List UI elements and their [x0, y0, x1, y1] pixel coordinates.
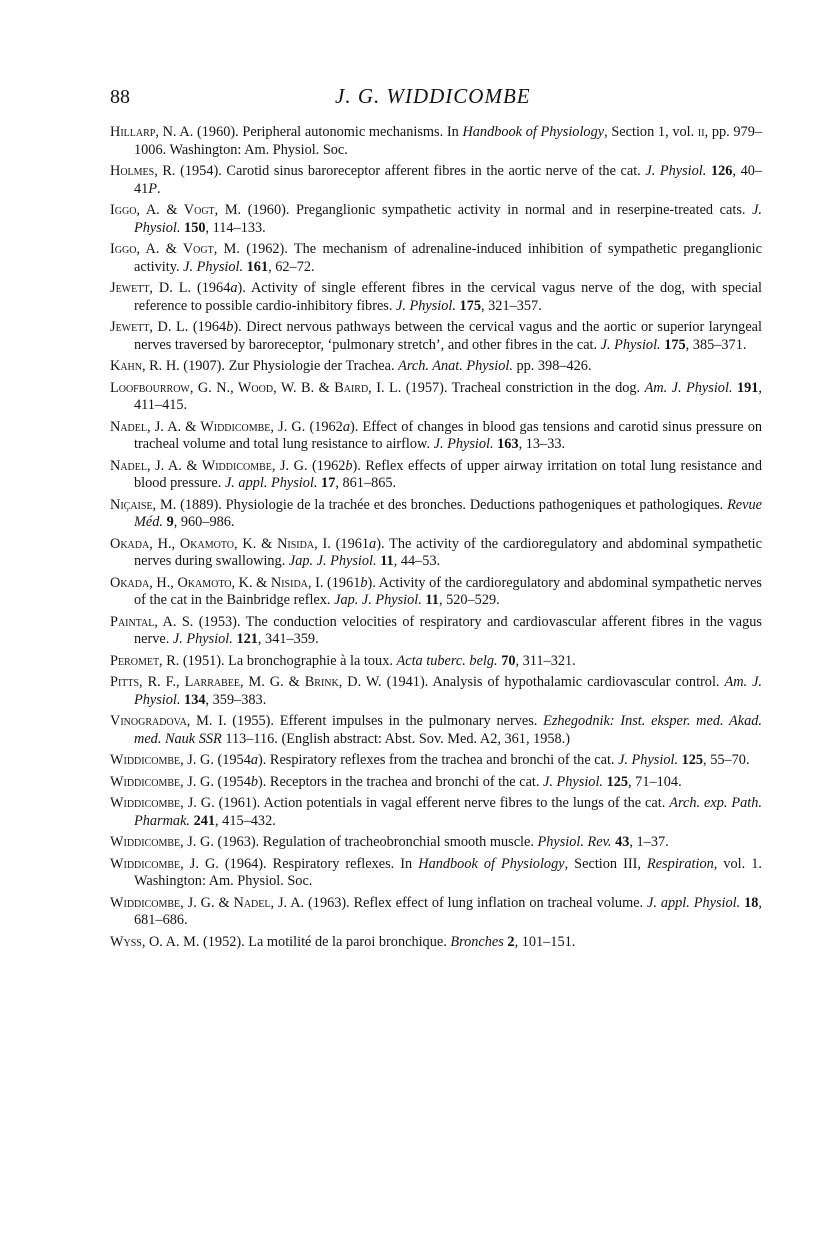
reference-authors: Widdicombe, J. G. & Nadel, J. A. [110, 894, 305, 911]
page-header [110, 86, 762, 116]
reference-entry [110, 653, 762, 671]
reference-text: ii [697, 124, 705, 140]
reference-entry [110, 202, 762, 237]
reference-authors: Nadel, J. A. & Widdicombe, J. G. [110, 418, 306, 435]
reference-text: , vol. 1. Washington: Am. Physiol. Soc. [134, 855, 762, 889]
reference-authors: Jewett, D. L. [110, 280, 192, 296]
reference-entry [110, 834, 762, 852]
reference-entry [110, 934, 762, 952]
reference-authors: Nadel, J. A. & Widdicombe, J. G. [110, 457, 308, 474]
reference-text: , 13–33. [518, 436, 566, 452]
reference-authors: Widdicombe, J. G. [110, 752, 214, 768]
reference-text: , 55–70. [703, 752, 750, 768]
reference-text: (1962 [305, 418, 343, 435]
reference-text: ). Direct nervous pathways between the cervical vagus and the aortic or superior laryngeal nerves traversed by baroreceptor, ‘pulmonary stretch’, and other fibres in the cat. [134, 319, 762, 353]
reference-text: (1954). Carotid sinus baroreceptor afferent fibres in the aortic nerve of the cat. [175, 163, 646, 179]
reference-text: (1960). Preganglionic sympathetic activity in normal and in reserpine-treated cats. [241, 202, 753, 218]
reference-authors: Widdicombe, J. G. [110, 795, 215, 811]
reference-volume: 2 [507, 933, 515, 950]
reference-text: (1963). Reflex effect of lung inflation on tracheal volume. [304, 894, 648, 911]
reference-authors: Peromet, R. [110, 652, 180, 669]
reference-text: (1963). Regulation of tracheobronchial smooth muscle. [213, 834, 538, 850]
reference-text: , 359–383. [205, 691, 267, 708]
reference-entry [110, 319, 762, 354]
reference-authors: Pitts, R. F., Larrabee, M. G. & Brink, D. W. [110, 674, 382, 690]
reference-text: (1907). Zur Physiologie der Trachea. [179, 358, 399, 374]
reference-italic: J. Physiol. [543, 773, 603, 790]
reference-italic: b [360, 574, 368, 591]
reference-italic: Physiol. Rev. [537, 834, 612, 850]
reference-text: . [157, 180, 161, 197]
reference-entry [110, 895, 762, 930]
reference-authors: Vinogradova, M. I. [110, 713, 227, 729]
reference-text: , 861–865. [335, 475, 397, 491]
reference-text: , 101–151. [514, 933, 576, 950]
reference-authors: Paintal, A. S. [110, 613, 194, 630]
reference-text: , 71–104. [628, 773, 682, 790]
reference-italic: J. Physiol. [618, 752, 679, 768]
reference-italic: Jap. J. Physiol. [288, 553, 377, 569]
reference-entry [110, 419, 762, 454]
reference-authors: Okada, H., Okamoto, K. & Nisida, I. [110, 574, 324, 591]
reference-italic: Arch. exp. Path. Pharmak. [134, 795, 762, 829]
reference-italic: J. Physiol. [600, 336, 661, 353]
reference-entry [110, 380, 762, 415]
reference-entry [110, 497, 762, 532]
reference-text: , 411–415. [134, 379, 762, 413]
reference-italic: b [250, 773, 259, 790]
reference-text: (1954 [213, 752, 251, 768]
reference-text: (1951). La bronchographie à la toux. [179, 652, 397, 669]
reference-italic: a [342, 418, 350, 435]
reference-entry [110, 575, 762, 610]
reference-authors: Widdicombe, J. G. [110, 855, 219, 872]
reference-text: (1964 [191, 280, 231, 296]
reference-text: (1957). Tracheal constriction in the dog. [401, 379, 645, 396]
reference-text: , 62–72. [268, 258, 315, 275]
reference-italic: Ezhegodnik: Inst. eksper. med. Akad. med. Nauk SSR [134, 713, 763, 747]
reference-text: , 341–359. [257, 631, 319, 647]
reference-entry [110, 280, 762, 315]
reference-text: (1954 [213, 773, 251, 790]
reference-entry [110, 241, 762, 276]
reference-text: (1960). Peripheral autonomic mechanisms. In [193, 124, 463, 140]
reference-italic: Handbook of Physiology [418, 855, 565, 872]
reference-italic: J. Physiol. [645, 163, 707, 179]
reference-italic: J. Physiol. [134, 202, 762, 236]
reference-volume: 18 [744, 894, 759, 911]
reference-text: (1941). Analysis of hypothalamic cardiovascular control. [381, 674, 725, 690]
reference-volume: 121 [236, 631, 258, 647]
reference-entry [110, 856, 762, 891]
reference-entry [110, 713, 762, 748]
reference-authors: Kahn, R. H. [110, 358, 180, 374]
reference-volume: 126 [710, 163, 733, 179]
reference-italic: Revue Méd. [134, 496, 762, 530]
reference-italic: b [345, 457, 353, 474]
reference-text: (1953). The conduction velocities of respiratory and cardiovascular afferent fibres in the vagus nerve. [134, 613, 762, 647]
reference-text: (1961). Action potentials in vagal efferent nerve fibres to the lungs of the cat. [214, 795, 670, 811]
reference-entry [110, 752, 762, 770]
reference-text: ). The activity of the cardioregulatory and abdominal sympathetic nerves during swallowing. [134, 535, 763, 569]
reference-italic: Jap. J. Physiol. [334, 592, 422, 608]
reference-volume: 17 [321, 475, 336, 491]
reference-volume: 70 [501, 652, 516, 669]
page-number: 88 [110, 86, 130, 108]
reference-text: , 321–357. [481, 297, 542, 314]
reference-text: ). Effect of changes in blood gas tensions and carotid sinus pressure on tracheal volume and total lung resistance to airflow. [134, 418, 762, 452]
reference-authors: Loofbourrow, G. N., Wood, W. B. & Baird, I. L. [110, 379, 402, 396]
reference-text: , 681–686. [134, 894, 762, 928]
reference-volume: 191 [736, 379, 759, 396]
reference-text: , 960–986. [173, 514, 235, 530]
reference-text: ). Respiratory reflexes from the trachea and bronchi of the cat. [258, 752, 619, 768]
reference-list [110, 124, 762, 955]
reference-text: ). Activity of single efferent fibres in the cervical vagus nerve of the dog, with special reference to possible cardio-inhibitory fibres. [134, 280, 762, 314]
reference-authors: Holmes, R. [110, 163, 176, 179]
reference-authors: Okada, H., Okamoto, K. & Nisida, I. [110, 535, 331, 552]
reference-volume: 241 [193, 812, 216, 829]
reference-volume: 43 [615, 834, 630, 850]
reference-volume: 175 [459, 297, 481, 314]
reference-volume: 125 [681, 752, 704, 768]
reference-authors: Widdicombe, J. G. [110, 773, 214, 790]
reference-italic: J. appl. Physiol. [224, 475, 318, 491]
reference-italic: J. Physiol. [172, 631, 233, 647]
reference-text: ). Receptors in the trachea and bronchi of the cat. [258, 773, 544, 790]
reference-text: , 40–41 [134, 163, 763, 197]
reference-volume: 161 [246, 258, 269, 275]
reference-text: (1952). La motilité de la paroi bronchique. [199, 933, 451, 950]
reference-authors: Wyss, O. A. M. [110, 933, 200, 950]
reference-italic: Acta tuberc. belg. [396, 652, 498, 669]
reference-text: , 415–432. [215, 812, 276, 829]
reference-italic: Handbook of Physiology [462, 124, 605, 140]
reference-volume: 9 [166, 514, 174, 530]
reference-italic: Am. J. Physiol. [644, 379, 733, 396]
reference-entry [110, 536, 762, 571]
reference-italic: J. Physiol. [183, 258, 244, 275]
reference-authors: Widdicombe, J. G. [110, 834, 214, 850]
reference-italic: Respiration [647, 855, 714, 872]
reference-italic: a [369, 535, 377, 552]
reference-volume: 125 [606, 773, 629, 790]
reference-italic: a [230, 280, 238, 296]
reference-italic: b [226, 319, 234, 335]
reference-text: (1889). Physiologie de la trachée et des bronches. Deductions pathogeniques et pathologiques. [176, 496, 728, 513]
reference-text: pp. 398–426. [512, 358, 592, 374]
reference-entry [110, 458, 762, 493]
reference-italic: a [250, 752, 259, 768]
reference-entry [110, 795, 762, 830]
reference-volume: 175 [664, 336, 686, 353]
reference-text: (1964 [188, 319, 227, 335]
reference-authors: Jewett, D. L. [110, 319, 189, 335]
reference-text: ). Activity of the cardioregulatory and abdominal sympathetic nerves of the cat in the Bainbridge reflex. [134, 574, 762, 608]
reference-volume: 150 [184, 219, 206, 236]
reference-text: (1962). The mechanism of adrenaline-induced inhibition of sympathetic preganglionic activity. [134, 241, 762, 275]
reference-volume: 163 [497, 436, 519, 452]
reference-volume: 134 [184, 691, 206, 708]
reference-text: , pp. 979–1006. Washington: Am. Physiol. Soc. [134, 124, 762, 158]
reference-text: (1962 [307, 457, 346, 474]
reference-text: , 520–529. [438, 592, 500, 608]
reference-volume: 11 [425, 592, 439, 608]
reference-italic: Bronches [450, 933, 504, 950]
reference-volume: 11 [380, 553, 394, 569]
reference-entry [110, 358, 762, 376]
reference-text: , 114–133. [205, 219, 266, 236]
reference-italic: Arch. Anat. Physiol. [398, 358, 513, 374]
reference-authors: Iggo, A. & Vogt, M. [110, 241, 240, 257]
reference-entry [110, 674, 762, 709]
reference-text: (1961 [330, 535, 370, 552]
reference-text: (1961 [323, 574, 361, 591]
reference-text: , Section 1, vol. [604, 124, 698, 140]
reference-italic: J. Physiol. [433, 436, 494, 452]
reference-entry [110, 163, 762, 198]
running-head: J. G. WIDDICOMBE [335, 84, 531, 108]
reference-text: ). Reflex effects of upper airway irritation on total lung resistance and blood pressure. [134, 457, 762, 491]
reference-italic: Am. J. Physiol. [134, 674, 762, 708]
reference-text: 113–116. (English abstract: Abst. Sov. Med. A2, 361, 1958.) [221, 730, 571, 747]
reference-text: , 44–53. [393, 553, 441, 569]
reference-italic: J. Physiol. [396, 297, 456, 314]
reference-entry [110, 124, 762, 159]
reference-authors: Iggo, A. & Vogt, M. [110, 202, 242, 218]
reference-text: , 311–321. [515, 652, 576, 669]
reference-italic: P [148, 180, 158, 197]
reference-text: , Section III, [564, 855, 648, 872]
reference-entry [110, 614, 762, 649]
reference-text: (1955). Efferent impulses in the pulmonary nerves. [226, 713, 544, 729]
reference-text: (1964). Respiratory reflexes. In [218, 855, 419, 872]
reference-text: , 1–37. [629, 834, 669, 850]
reference-italic: J. appl. Physiol. [647, 894, 741, 911]
reference-authors: Niçaise, M. [110, 496, 177, 513]
reference-entry [110, 774, 762, 792]
reference-text: , 385–371. [685, 336, 747, 353]
reference-authors: Hillarp, N. A. [110, 124, 194, 140]
